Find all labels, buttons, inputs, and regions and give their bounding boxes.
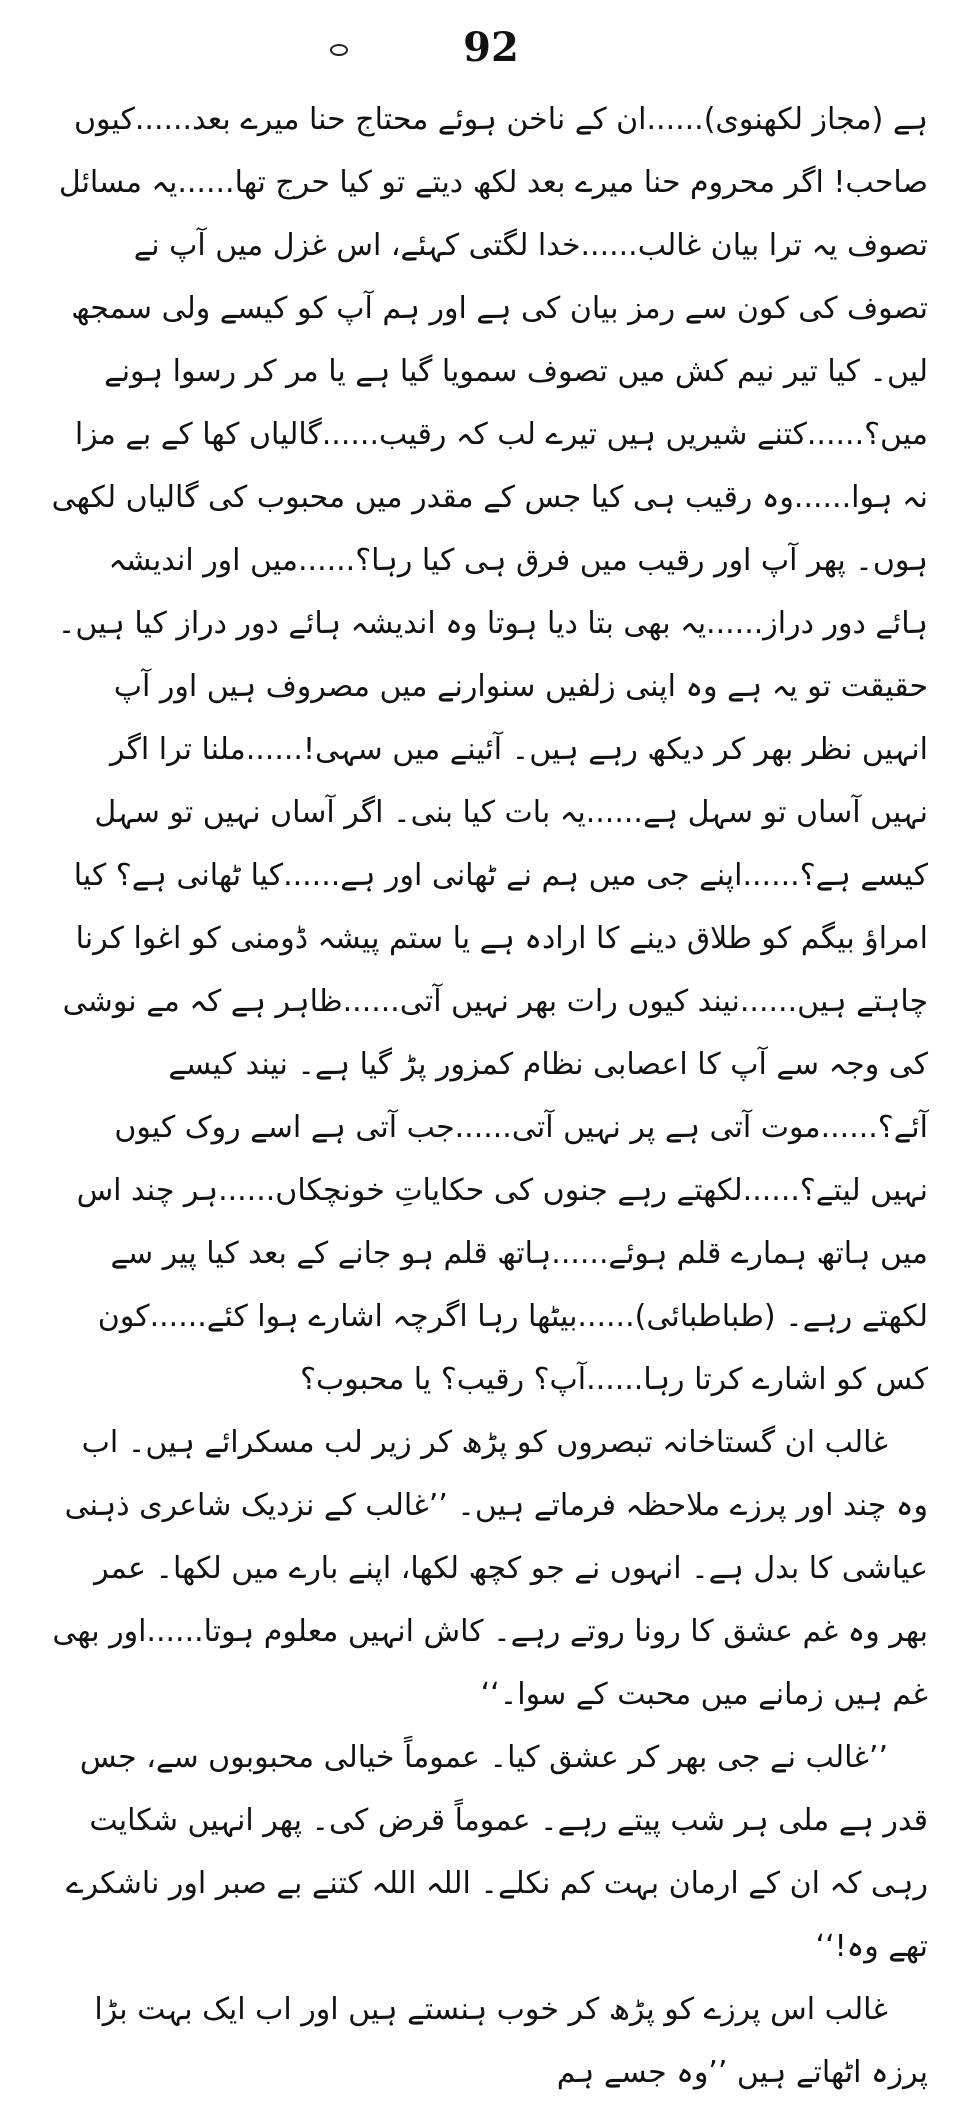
paragraph-2: غالب ان گستاخانہ تبصروں کو پڑھ کر زیر لب مسکرائے ہیں۔ اب وہ چند اور پرزے ملاحظہ فرماتے ہیں۔ ’’غالب کے نزدیک شاعری ذہنی عیاشی کا بدل ہے۔ انہوں نے جو کچھ لکھا، اپنے بارے میں لکھا۔ عمر بھر وہ غم عشق کا رونا روتے رہے۔ کاش انہیں معلوم ہوتا......اور بھی غم ہیں زمانے میں محبت کے سوا۔‘‘ [52, 1425, 928, 1712]
page-body [48, 88, 928, 2104]
paragraph-1: ہے (مجاز لکھنوی)......ان کے ناخن ہوئے محتاج حنا میرے بعد......کیوں صاحب! اگر محروم حنا میرے بعد لکھ دیتے تو کیا حرج تھا......یہ مسائل تصوف یہ ترا بیان غالب......خدا لگتی کہئے، اس غزل میں آپ نے تصوف کی کون سے رمز بیان کی ہے اور ہم آپ کو کیسے ولی سمجھ لیں۔ کیا تیر نیم کش میں تصوف سمویا گیا ہے یا مر کر رسوا ہونے میں؟......کتنے شیریں ہیں تیرے لب کہ رقیب......گالیاں کھا کے بے مزا نہ ہوا......وہ رقیب ہی کیا جس کے مقدر میں محبوب کی گالیاں لکھی ہوں۔ پھر آپ اور رقیب میں فرق ہی کیا رہا؟......میں اور اندیشہ ہائے دور دراز......یہ بھی بتا دیا ہوتا وہ اندیشہ ہائے دور دراز کیا ہیں۔ حقیقت تو یہ ہے وہ اپنی زلفیں سنوارنے میں مصروف ہیں اور آپ انہیں نظر بھر کر دیکھ رہے ہیں۔ آئینے میں سہی!......ملنا ترا اگر نہیں آساں تو سہل ہے......یہ بات کیا بنی۔ اگر آساں نہیں تو سہل کیسے ہے؟......اپنے جی میں ہم نے ٹھانی اور ہے......کیا ٹھانی ہے؟ کیا امراؤ بیگم کو طلاق دینے کا ارادہ ہے یا ستم پیشہ ڈومنی کو اغوا کرنا چاہتے ہیں......نیند کیوں رات بھر نہیں آتی......ظاہر ہے کہ مے نوشی کی وجہ سے آپ کا اعصابی نظام کمزور پڑ گیا ہے۔ نیند کیسے آئے؟......موت آتی ہے پر نہیں آتی......جب آتی ہے اسے روک کیوں نہیں لیتے؟......لکھتے رہے جنوں کی حکایاتِ خونچکاں......ہر چند اس میں ہاتھ ہمارے قلم ہوئے......ہاتھ قلم ہو جانے کے بعد کیا پیر سے لکھتے رہے۔ (طباطبائی)......بیٹھا رہا اگرچہ اشارے ہوا کئے......کون کس کو اشارے کرتا رہا......آپ؟ رقیب؟ یا محبوب؟ [51, 102, 928, 1397]
page-header [0, 18, 968, 78]
page-number: 92 [463, 24, 519, 71]
paragraph-4: غالب اس پرزے کو پڑھ کر خوب ہنستے ہیں اور اب ایک بہت بڑا پرزہ اٹھاتے ہیں ’’وہ جسے ہم [94, 1992, 928, 2090]
ornament-icon [330, 44, 348, 56]
paragraph-3: ’’غالب نے جی بھر کر عشق کیا۔ عموماً خیالی محبوبوں سے، جس قدر ہے ملی ہر شب پیتے رہے۔ عموماً قرض کی۔ پھر انہیں شکایت رہی کہ ان کے ارمان بہت کم نکلے۔ اللہ اللہ کتنے بے صبر اور ناشکرے تھے وہ!‘‘ [66, 1740, 928, 1964]
